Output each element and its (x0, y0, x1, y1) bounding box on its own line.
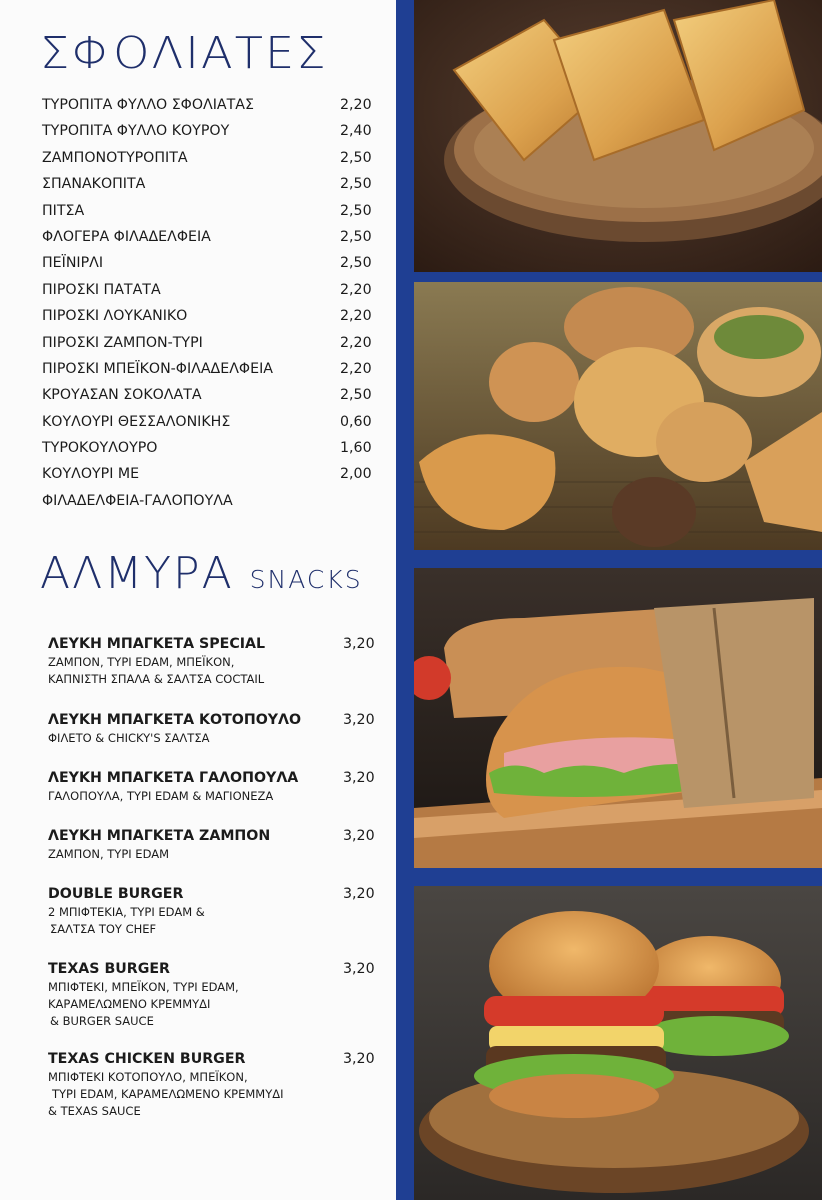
item-name: ΤΥΡΟΚΟΥΛΟΥΡΟ (42, 440, 158, 457)
photo-baguette-sandwich (414, 568, 822, 868)
item-name: ΠΙΡΟΣΚΙ ΜΠΕΪΚΟΝ-ΦΙΛΑΔΕΛΦΕΙΑ (42, 360, 273, 377)
blue-divider-strip (396, 0, 410, 1200)
menu-item (42, 356, 372, 382)
item-name: ΚΟΥΛΟΥΡΙ ΘΕΣΣΑΛΟΝΙΚΗΣ (42, 413, 231, 430)
item-name: ΦΛΟΓΕΡΑ ΦΙΛΑΔΕΛΦΕΙΑ (42, 228, 211, 245)
snacks-list (48, 634, 378, 1129)
item-name: ΠΙΡΟΣΚΙ ΠΑΤΑΤΑ (42, 281, 161, 298)
menu-item (42, 224, 372, 250)
photo-puff-pastries (414, 0, 822, 272)
menu-item (48, 826, 378, 884)
item-price: 2,50 (340, 228, 372, 245)
menu-item (42, 488, 372, 514)
item-name: ΚΡΟΥΑΣΑΝ ΣΟΚΟΛΑΤΑ (42, 387, 202, 404)
item-price: 3,20 (343, 712, 375, 728)
item-description: ΦΙΛΕΤΟ & CHICKY'S ΣΑΛΤΣΑ (48, 731, 210, 745)
item-name: ΠΕΪΝΙΡΛΙ (42, 255, 104, 272)
item-description: ΜΠΙΦΤΕΚΙ, ΜΠΕΪΚΟΝ, ΤΥΡΙ EDAM, (48, 980, 239, 994)
item-description: ΖΑΜΠΟΝ, ΤΥΡΙ EDAM (48, 847, 170, 861)
item-price: 3,20 (343, 636, 375, 652)
item-price: 2,50 (340, 255, 372, 272)
item-name: ΣΠΑΝΑΚΟΠΙΤΑ (42, 176, 146, 193)
item-price: 2,50 (340, 202, 372, 219)
item-description: ΚΑΠΝΙΣΤΗ ΣΠΑΛΑ & ΣΑΛΤΣΑ COCTAIL (48, 672, 265, 686)
item-description: ΖΑΜΠΟΝ, ΤΥΡΙ EDAM, ΜΠΕΪΚΟΝ, (48, 655, 235, 669)
item-price: 1,60 (340, 440, 372, 457)
item-name: DOUBLE BURGER (48, 886, 184, 902)
item-name: ΤΥΡΟΠΙΤΑ ΦΥΛΛΟ ΚΟΥΡΟΥ (42, 123, 230, 140)
photo-burgers (414, 886, 822, 1200)
section-title-almyra (40, 548, 363, 599)
item-description: 2 ΜΠΙΦΤΕΚΙΑ, ΤΥΡΙ EDAM & (48, 905, 205, 919)
section-title-main: ΑΛΜΥΡΑ (40, 548, 234, 599)
item-price: 3,20 (343, 828, 375, 844)
item-price: 3,20 (343, 1051, 375, 1067)
item-price: 2,50 (340, 387, 372, 404)
item-name: ΤΥΡΟΠΙΤΑ ΦΥΛΛΟ ΣΦΟΛΙΑΤΑΣ (42, 97, 254, 113)
item-description: ΣΑΛΤΣΑ ΤΟΥ CHEF (50, 922, 157, 936)
menu-item (42, 330, 372, 356)
item-description: & TEXAS SAUCE (48, 1104, 141, 1118)
sfoliates-list (42, 92, 372, 514)
menu-item (42, 145, 372, 171)
section-title-subtitle: SNACKS (249, 565, 363, 594)
item-price: 2,00 (340, 466, 372, 483)
menu-item (42, 277, 372, 303)
item-price: 2,20 (340, 308, 372, 325)
menu-item (42, 250, 372, 276)
item-name: ΠΙΡΟΣΚΙ ΛΟΥΚΑΝΙΚΟ (42, 308, 188, 325)
item-price: 2,50 (340, 149, 372, 166)
menu-item (42, 382, 372, 408)
item-name: ΖΑΜΠΟΝΟΤΥΡΟΠΙΤΑ (42, 149, 188, 166)
item-name: ΦΙΛΑΔΕΛΦΕΙΑ-ΓΑΛΟΠΟΥΛΑ (42, 492, 233, 509)
item-description: ΓΑΛΟΠΟΥΛΑ, ΤΥΡΙ EDAM & ΜΑΓΙΟΝΕΖΑ (48, 789, 274, 803)
menu-item (48, 884, 378, 959)
menu-item (42, 171, 372, 197)
item-price: 2,20 (340, 360, 372, 377)
item-name: ΛΕΥΚΗ ΜΠΑΓΚΕΤΑ ΓΑΛΟΠΟΥΛΑ (48, 770, 299, 786)
item-price: 2,40 (340, 123, 372, 140)
item-name: ΛΕΥΚΗ ΜΠΑΓΚΕΤΑ ΖΑΜΠΟΝ (48, 828, 271, 844)
item-description: ΜΠΙΦΤΕΚΙ ΚΟΤΟΠΟΥΛΟ, ΜΠΕΪΚΟΝ, (48, 1070, 248, 1084)
item-price: 3,20 (343, 886, 375, 902)
item-name: TEXAS BURGER (48, 961, 170, 977)
item-price: 2,20 (340, 281, 372, 298)
item-price: 0,60 (340, 413, 372, 430)
menu-item (48, 1049, 378, 1129)
item-description: ΤΥΡΙ EDAM, ΚΑΡΑΜΕΛΩΜΕΝΟ ΚΡΕΜΜΥΔΙ (52, 1087, 284, 1101)
item-name: TEXAS CHICKEN BURGER (48, 1051, 246, 1067)
item-name: ΚΟΥΛΟΥΡΙ ΜΕ (42, 466, 140, 483)
item-name: ΛΕΥΚΗ ΜΠΑΓΚΕΤΑ SPECIAL (48, 636, 266, 652)
menu-item (42, 198, 372, 224)
menu-item (42, 92, 372, 118)
menu-item (42, 409, 372, 435)
menu-item (42, 435, 372, 461)
menu-item (42, 303, 372, 329)
menu-item (42, 118, 372, 144)
photo-bakery-assortment (414, 282, 822, 550)
item-name: ΠΙΤΣΑ (42, 202, 85, 219)
item-price: 2,20 (340, 97, 372, 113)
item-price: 3,20 (343, 770, 375, 786)
item-name: ΠΙΡΟΣΚΙ ΖΑΜΠΟΝ-ΤΥΡΙ (42, 334, 203, 351)
menu-item (48, 959, 378, 1049)
menu-item (48, 634, 378, 710)
menu-item (48, 768, 378, 826)
item-description: & BURGER SAUCE (50, 1014, 154, 1028)
section-title-sfoliates: ΣΦΟΛΙΑΤΕΣ (40, 28, 328, 79)
item-price: 2,20 (340, 334, 372, 351)
item-name: ΛΕΥΚΗ ΜΠΑΓΚΕΤΑ ΚΟΤΟΠΟΥΛΟ (48, 712, 302, 728)
menu-item (42, 461, 372, 487)
item-description: ΚΑΡΑΜΕΛΩΜΕΝΟ ΚΡΕΜΜΥΔΙ (48, 997, 211, 1011)
menu-item (48, 710, 378, 768)
item-price: 3,20 (343, 961, 375, 977)
item-price: 2,50 (340, 176, 372, 193)
